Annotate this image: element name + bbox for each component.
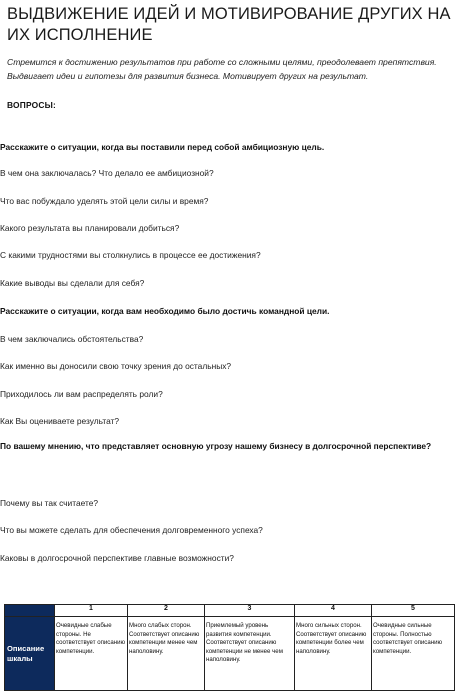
scale-level-4: 4: [295, 605, 372, 617]
scale-header-row: [5, 605, 455, 617]
competency-description: Стремится к достижению результатов при работе со сложными целями, преодолевает препятствия. Выдвигает идеи и гипотезы для развития бизнеса. Мотивирует других на результат.: [7, 57, 437, 81]
questions-section-label: ВОПРОСЫ:: [7, 100, 56, 110]
title-line-2: ИХ ИСПОЛНЕНИЕ: [7, 26, 153, 44]
question-heading: Расскажите о ситуации, когда вам необходимо было достичь командной цели.: [0, 306, 330, 316]
question-heading: По вашему мнению, что представляет основную угрозу нашему бизнесу в долгосрочной перспективе?: [0, 441, 432, 451]
rating-scale-table: [4, 604, 455, 691]
scale-description-5: Очевидные сильные стороны. Полностью соответствует описанию компетенции.: [372, 617, 455, 691]
question-item: Какого результата вы планировали добиться?: [0, 223, 180, 233]
question-item: Каковы в долгосрочной перспективе главные возможности?: [0, 553, 234, 563]
question-item: В чем заключались обстоятельства?: [0, 334, 144, 344]
scale-description-4: Много сильных сторон. Соответствует описанию компетенции более чем наполовину.: [295, 617, 372, 691]
question-item: Как Вы оцениваете результат?: [0, 416, 120, 426]
scale-description-2: Много слабых сторон. Соответствует описанию компетенции менее чем наполовину.: [128, 617, 205, 691]
scale-level-2: 2: [128, 605, 205, 617]
scale-level-3: 3: [205, 605, 295, 617]
scale-description-row: [5, 617, 455, 691]
scale-row-label: Описание шкалы: [5, 617, 55, 691]
document-page: [7, 0, 455, 110]
scale-level-5: 5: [372, 605, 455, 617]
document-title: [7, 4, 455, 46]
scale-description-3: Приемлемый уровень развития компетенции. Соответствует описанию компетенции не менее чем наполовину.: [205, 617, 295, 691]
scale-level-1: 1: [55, 605, 128, 617]
question-item: В чем она заключалась? Что делало ее амбициозной?: [0, 168, 214, 178]
scale-corner-cell: [5, 605, 55, 617]
title-line-1: ВЫДВИЖЕНИЕ ИДЕЙ И МОТИВИРОВАНИЕ ДРУГИХ НА: [7, 5, 451, 23]
question-item: Почему вы так считаете?: [0, 498, 99, 508]
question-item: С какими трудностями вы столкнулись в процессе ее достижения?: [0, 250, 261, 260]
scale-description-1: Очевидные слабые стороны. Не соответствует описанию компетенции.: [55, 617, 128, 691]
question-item: Что вас побуждало уделять этой цели силы и время?: [0, 196, 209, 206]
question-item: Какие выводы вы сделали для себя?: [0, 278, 145, 288]
question-heading: Расскажите о ситуации, когда вы поставили перед собой амбициозную цель.: [0, 142, 325, 152]
question-item: Приходилось ли вам распределять роли?: [0, 389, 163, 399]
question-item: Как именно вы доносили свою точку зрения до остальных?: [0, 361, 232, 371]
question-item: Что вы можете сделать для обеспечения долговременного успеха?: [0, 525, 263, 535]
